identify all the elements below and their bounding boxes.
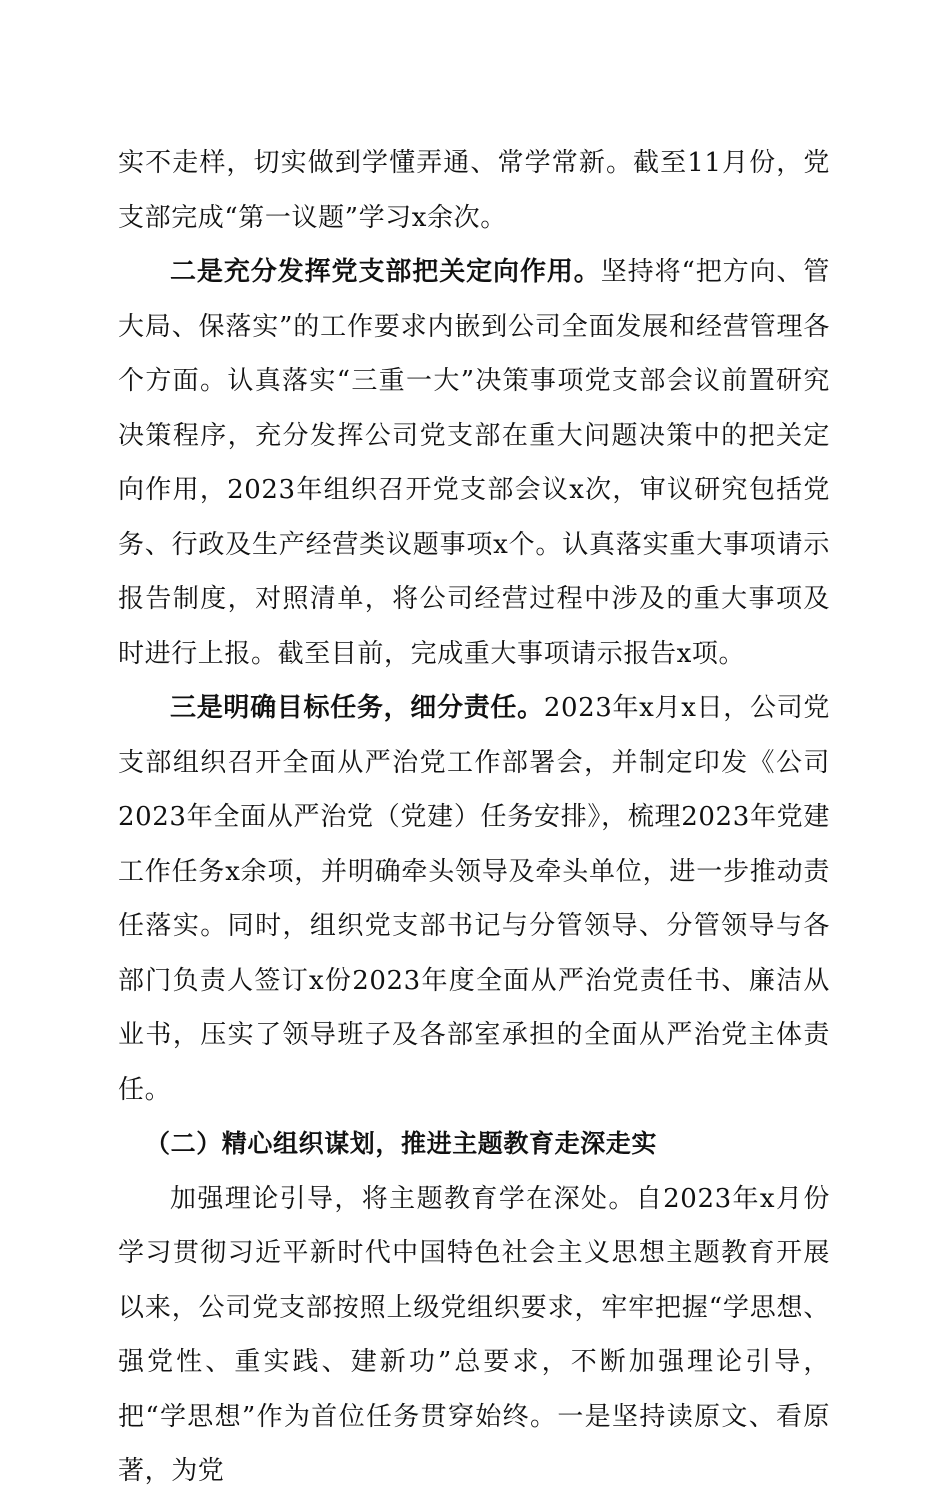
paragraph-text: 坚持将“把方向、管大局、保落实”的工作要求内嵌到公司全面发展和经营管理各个方面。认真落实“三重一大”决策事项党支部会议前置研究决策程序，充分发挥公司党支部在重大问题决策中的把关定向作用，2023年组织召开党支部会议x次，审议研究包括党务、行政及生产经营类议题事项x个。认真落实重大事项请示报告制度，对照清单，将公司经营过程中涉及的重大事项及时进行上报。截至目前，完成重大事项请示报告x项。 <box>118 257 830 669</box>
paragraph-lead: 三是明确目标任务，细分责任。 <box>170 693 544 723</box>
paragraph-continuation <box>118 136 830 245</box>
paragraph-theory-guidance <box>118 1172 830 1499</box>
document-body <box>118 136 830 1499</box>
paragraph-text: 实不走样，切实做到学懂弄通、常学常新。截至11月份，党支部完成“第一议题”学习x余次。 <box>118 148 830 233</box>
section-heading: （二）精心组织谋划，推进主题教育走深走实 <box>145 1129 658 1158</box>
paragraph-party-branch-direction <box>118 245 830 681</box>
paragraph-text: 加强理论引导，将主题教育学在深处。自2023年x月份学习贯彻习近平新时代中国特色社会主义思想主题教育开展以来，公司党支部按照上级党组织要求，牢牢把握“学思想、强党性、重实践、建新功”总要求，不断加强理论引导，把“学思想”作为首位任务贯穿始终。一是坚持读原文、看原著，为党 <box>118 1183 830 1486</box>
paragraph-lead: 二是充分发挥党支部把关定向作用。 <box>170 257 601 287</box>
paragraph-text: 2023年x月x日，公司党支部组织召开全面从严治党工作部署会，并制定印发《公司2023年全面从严治党（党建）任务安排》，梳理2023年党建工作任务x余项，并明确牵头领导及牵头单位，进一步推动责任落实。同时，组织党支部书记与分管领导、分管领导与各部门负责人签订x份2023年度全面从严治党责任书、廉洁从业书，压实了领导班子及各部室承担的全面从严治党主体责任。 <box>118 693 831 1105</box>
paragraph-targets-responsibility <box>118 681 830 1117</box>
